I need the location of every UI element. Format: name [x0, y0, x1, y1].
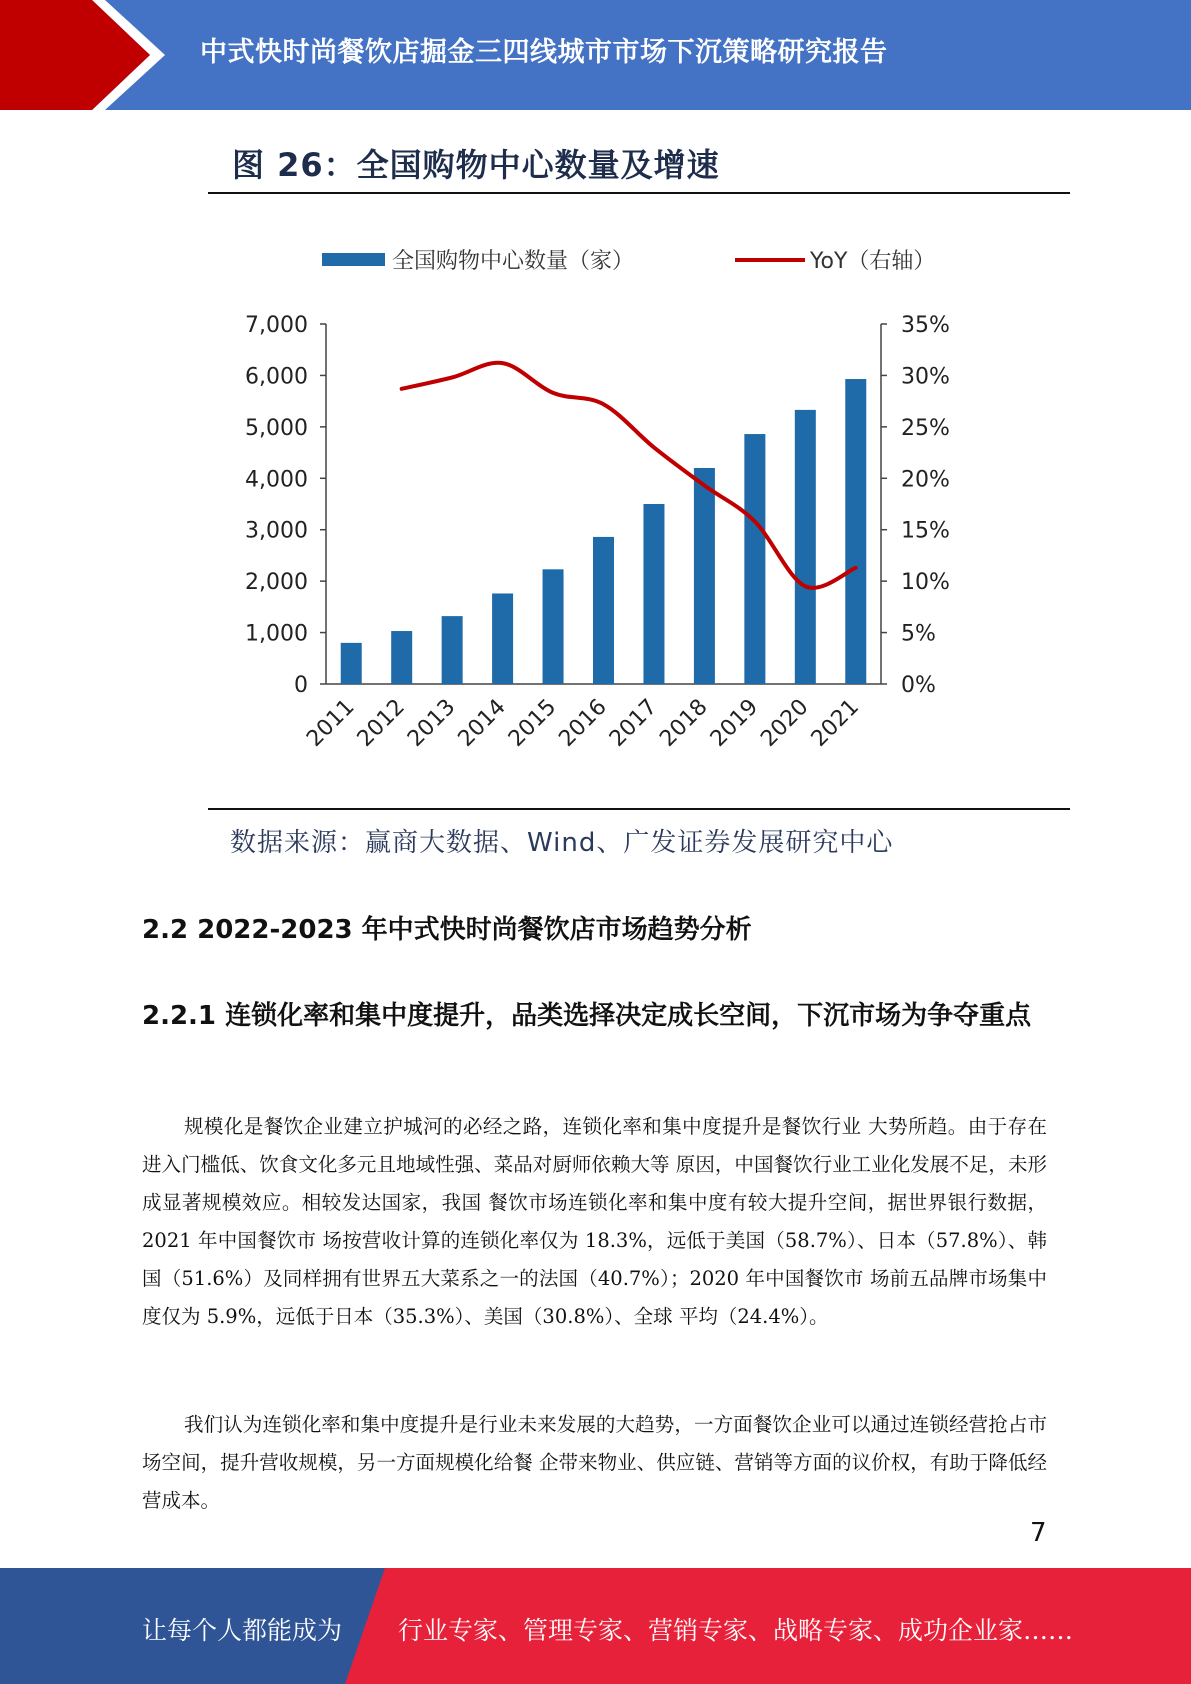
legend-label-line: YoY（右轴）: [810, 249, 936, 274]
bar-2016: [593, 537, 614, 684]
paragraph-2: 我们认为连锁化率和集中度提升是行业未来发展的大趋势，一方面餐饮企业可以通过连锁经营抢占市场空间，提升营收规模，另一方面规模化给餐 企带来物业、供应链、营销等方面的议价权，有助于降低经营成本。: [142, 1413, 1047, 1512]
bar-2017: [643, 504, 664, 684]
right-tick-label: 0%: [901, 673, 936, 698]
bar-2019: [744, 434, 765, 684]
bar-2014: [492, 593, 513, 684]
page-number: 7: [1030, 1518, 1047, 1548]
left-tick-label: 7,000: [245, 313, 308, 338]
x-tick-label: 2020: [756, 694, 814, 752]
paragraph-1: 规模化是餐饮企业建立护城河的必经之路，连锁化率和集中度提升是餐饮行业 大势所趋。由于存在进入门槛低、饮食文化多元且地域性强、菜品对厨师依赖大等 原因，中国餐饮行业工业化发展不足，未形成显著规模效应。相较发达国家，我国 餐饮市场连锁化率和集中度有较大提升空间，据世界银行数据，2021 年中国餐饮市 场按营收计算的连锁化率仅为 18.3%，远低于美国（58.7%）、日本（57.8%）、韩 国（51.6%）及同样拥有世界五大菜系之一的法国（40.7%）；2020 年中国餐饮市 场前五品牌市场集中度仅为 5.9%，远低于日本（35.3%）、美国（30.8%）、全球 平均（24.4%）。: [142, 1115, 1047, 1328]
yoy-line: [402, 363, 856, 588]
left-tick-label: 5,000: [245, 415, 308, 441]
right-tick-label: 10%: [901, 570, 950, 596]
left-tick-label: 0: [294, 673, 308, 698]
legend-swatch-bar: [322, 253, 385, 266]
bar-2012: [391, 631, 412, 684]
bar-2021: [845, 379, 866, 684]
left-tick-label: 2,000: [245, 570, 308, 596]
report-title: 中式快时尚餐饮店掘金三四线城市市场下沉策略研究报告: [200, 37, 888, 68]
right-tick-label: 15%: [901, 518, 950, 544]
section-heading-2-2: 2.2 2022-2023 年中式快时尚餐饮店市场趋势分析: [142, 915, 752, 945]
left-tick-label: 1,000: [245, 621, 308, 647]
x-tick-label: 2015: [504, 694, 562, 752]
x-tick-label: 2017: [604, 694, 663, 752]
x-tick-label: 2012: [352, 694, 410, 752]
footer-slogan-left: 让每个人都能成为: [142, 1616, 343, 1645]
figure-bottom-rule: [208, 808, 1070, 810]
legend-label-bar: 全国购物中心数量（家）: [392, 249, 635, 274]
x-tick-label: 2016: [554, 694, 612, 752]
right-tick-label: 20%: [901, 467, 950, 493]
figure-source: 数据来源：赢商大数据、Wind、广发证券发展研究中心: [230, 828, 894, 858]
bar-2020: [795, 410, 816, 684]
bar-2011: [341, 643, 362, 684]
right-tick-label: 25%: [901, 415, 950, 441]
right-tick-label: 35%: [901, 313, 950, 338]
left-tick-label: 3,000: [245, 518, 308, 544]
left-tick-label: 6,000: [245, 364, 308, 390]
x-tick-label: 2013: [403, 694, 461, 752]
bar-2013: [442, 616, 463, 684]
bar-2015: [543, 569, 564, 684]
right-tick-label: 30%: [901, 364, 950, 390]
x-tick-label: 2011: [302, 694, 360, 752]
x-tick-label: 2021: [806, 694, 865, 752]
chart-legend: [322, 249, 935, 274]
chart: [200, 228, 1040, 788]
x-tick-label: 2018: [655, 694, 713, 752]
x-tick-label: 2019: [705, 694, 764, 752]
section-heading-2-2-1: 2.2.1 连锁化率和集中度提升，品类选择决定成长空间，下沉市场为争夺重点: [142, 1001, 1032, 1031]
figure-top-rule: [208, 192, 1070, 194]
figure-title: 图 26：全国购物中心数量及增速: [232, 146, 720, 184]
bar-2018: [694, 468, 715, 684]
left-tick-label: 4,000: [245, 467, 308, 493]
footer-slogan-right: 行业专家、管理专家、营销专家、战略专家、成功企业家……: [398, 1616, 1074, 1645]
right-tick-label: 5%: [901, 621, 936, 647]
x-tick-label: 2014: [453, 694, 511, 752]
